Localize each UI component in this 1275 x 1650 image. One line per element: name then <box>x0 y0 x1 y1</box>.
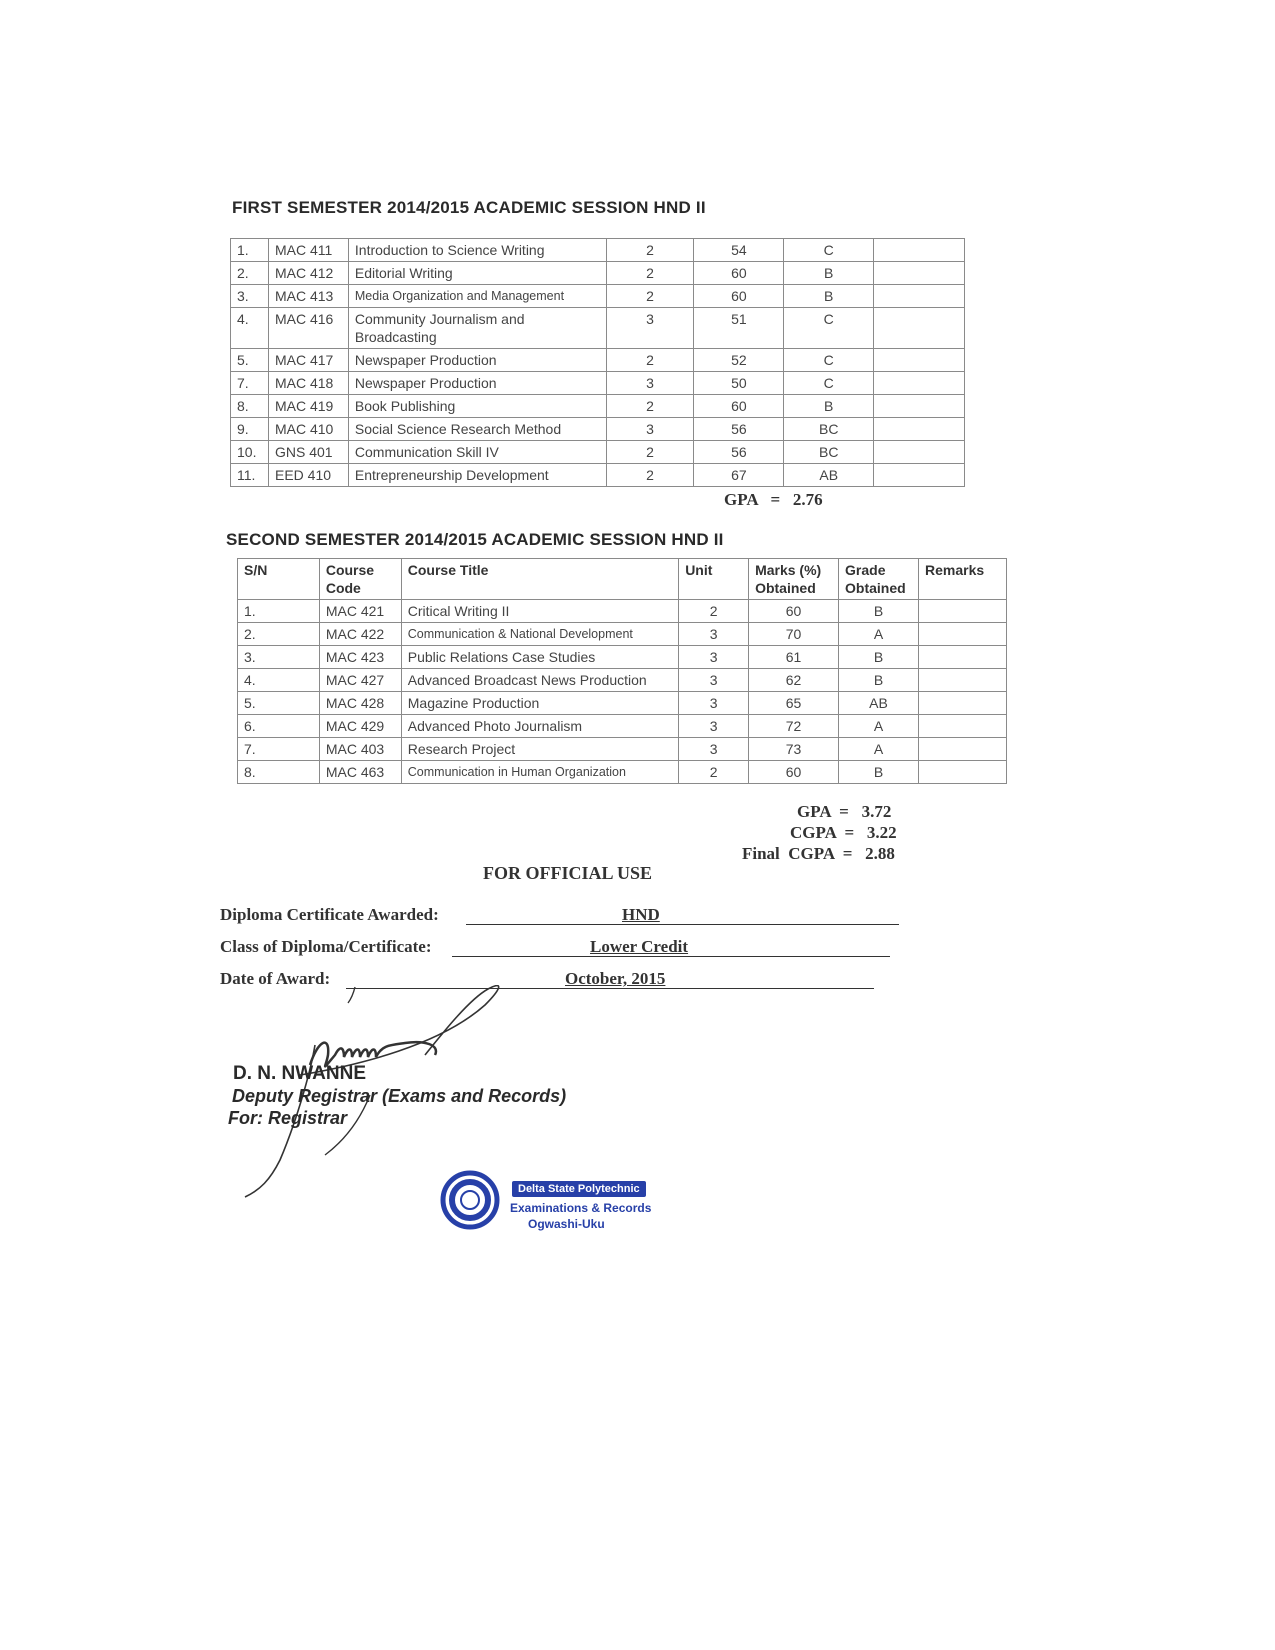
cell-marks: 51 <box>694 308 784 349</box>
cell-unit: 2 <box>606 262 694 285</box>
gpa-label: GPA <box>724 490 758 509</box>
diploma-label: Diploma Certificate Awarded: <box>220 905 439 924</box>
cell-sn: 9. <box>231 418 269 441</box>
cell-unit: 3 <box>679 738 749 761</box>
cell-code: MAC 410 <box>268 418 348 441</box>
cell-sn: 6. <box>238 715 320 738</box>
cell-grade: AB <box>784 464 874 487</box>
cell-code: MAC 427 <box>319 669 401 692</box>
header-title: Course Title <box>401 559 678 600</box>
cell-title: Advanced Photo Journalism <box>401 715 678 738</box>
cell-title: Communication & National Development <box>401 623 678 646</box>
cell-code: MAC 429 <box>319 715 401 738</box>
cell-remarks <box>918 761 1006 784</box>
cell-code: MAC 463 <box>319 761 401 784</box>
cell-unit: 3 <box>606 372 694 395</box>
cell-unit: 2 <box>606 349 694 372</box>
cell-title: Community Journalism and Broadcasting <box>348 308 606 349</box>
cell-unit: 2 <box>606 464 694 487</box>
cell-unit: 3 <box>679 692 749 715</box>
cell-remarks <box>874 464 965 487</box>
cell-marks: 70 <box>749 623 839 646</box>
table-row <box>231 285 965 308</box>
header-unit: Unit <box>679 559 749 600</box>
cell-title: Social Science Research Method <box>348 418 606 441</box>
cell-title: Critical Writing II <box>401 600 678 623</box>
header-grade: Grade Obtained <box>839 559 919 600</box>
cell-remarks <box>874 239 965 262</box>
table-row <box>231 308 965 349</box>
cell-code: MAC 423 <box>319 646 401 669</box>
header-code: Course Code <box>319 559 401 600</box>
table-row <box>231 464 965 487</box>
cell-code: MAC 418 <box>268 372 348 395</box>
cell-grade: C <box>784 349 874 372</box>
table-row <box>231 349 965 372</box>
cell-remarks <box>918 669 1006 692</box>
cell-marks: 60 <box>694 262 784 285</box>
cell-sn: 4. <box>238 669 320 692</box>
cell-grade: BC <box>784 441 874 464</box>
second-semester-cgpa: CGPA = 3.22 <box>790 823 897 842</box>
cell-marks: 60 <box>694 395 784 418</box>
cell-marks: 60 <box>749 600 839 623</box>
cell-marks: 56 <box>694 418 784 441</box>
cell-sn: 1. <box>231 239 269 262</box>
first-semester-title: FIRST SEMESTER 2014/2015 ACADEMIC SESSION HND II <box>232 198 706 217</box>
table-row <box>231 441 965 464</box>
second-semester-gpa: GPA = 3.72 <box>797 802 892 821</box>
cell-unit: 2 <box>679 600 749 623</box>
cell-code: MAC 422 <box>319 623 401 646</box>
stamp-department: Examinations & Records <box>510 1201 652 1215</box>
cell-sn: 3. <box>231 285 269 308</box>
cell-marks: 65 <box>749 692 839 715</box>
cell-code: MAC 416 <box>268 308 348 349</box>
table-row <box>238 761 1007 784</box>
stamp-institution: Delta State Polytechnic <box>512 1181 646 1197</box>
cell-code: EED 410 <box>268 464 348 487</box>
first-semester-table <box>230 238 965 487</box>
cell-sn: 5. <box>231 349 269 372</box>
cell-marks: 62 <box>749 669 839 692</box>
cell-remarks <box>918 715 1006 738</box>
cell-sn: 5. <box>238 692 320 715</box>
cell-code: MAC 417 <box>268 349 348 372</box>
polytechnic-seal-icon <box>440 1170 500 1230</box>
cell-code: MAC 412 <box>268 262 348 285</box>
cell-unit: 3 <box>606 308 694 349</box>
gpa-eq: = <box>770 490 781 509</box>
header-remarks: Remarks <box>918 559 1006 600</box>
cell-grade: C <box>784 308 874 349</box>
date-label: Date of Award: <box>220 969 331 988</box>
cell-sn: 8. <box>231 395 269 418</box>
cell-marks: 60 <box>749 761 839 784</box>
cell-unit: 2 <box>606 395 694 418</box>
header-sn: S/N <box>238 559 320 600</box>
cell-remarks <box>874 441 965 464</box>
cell-marks: 54 <box>694 239 784 262</box>
cell-remarks <box>918 692 1006 715</box>
cell-remarks <box>874 395 965 418</box>
cell-grade: B <box>839 646 919 669</box>
cell-sn: 7. <box>231 372 269 395</box>
cell-unit: 2 <box>606 441 694 464</box>
cell-unit: 3 <box>606 418 694 441</box>
cell-grade: BC <box>784 418 874 441</box>
cell-remarks <box>918 738 1006 761</box>
cell-title: Magazine Production <box>401 692 678 715</box>
cell-code: MAC 403 <box>319 738 401 761</box>
cell-sn: 1. <box>238 600 320 623</box>
cell-title: Research Project <box>401 738 678 761</box>
cell-code: MAC 421 <box>319 600 401 623</box>
table-row <box>238 738 1007 761</box>
diploma-value: HND <box>622 905 660 924</box>
diploma-underline <box>466 924 899 925</box>
cell-remarks <box>874 418 965 441</box>
cell-marks: 50 <box>694 372 784 395</box>
table-row <box>231 239 965 262</box>
cell-marks: 56 <box>694 441 784 464</box>
cell-remarks <box>874 285 965 308</box>
date-value: October, 2015 <box>565 969 666 988</box>
cell-marks: 61 <box>749 646 839 669</box>
cell-marks: 60 <box>694 285 784 308</box>
cell-remarks <box>918 646 1006 669</box>
cell-grade: B <box>784 395 874 418</box>
cell-title: Newspaper Production <box>348 349 606 372</box>
official-use-heading: FOR OFFICIAL USE <box>483 863 653 883</box>
class-value: Lower Credit <box>590 937 689 956</box>
cell-sn: 11. <box>231 464 269 487</box>
cell-unit: 2 <box>606 239 694 262</box>
cell-code: MAC 411 <box>268 239 348 262</box>
table-row <box>231 395 965 418</box>
cell-unit: 2 <box>679 761 749 784</box>
cell-grade: AB <box>839 692 919 715</box>
cell-code: GNS 401 <box>268 441 348 464</box>
cell-grade: B <box>784 285 874 308</box>
cell-unit: 3 <box>679 715 749 738</box>
cell-marks: 73 <box>749 738 839 761</box>
cell-sn: 3. <box>238 646 320 669</box>
cell-grade: B <box>839 761 919 784</box>
cell-code: MAC 419 <box>268 395 348 418</box>
cell-sn: 10. <box>231 441 269 464</box>
cell-grade: B <box>784 262 874 285</box>
cell-title: Entrepreneurship Development <box>348 464 606 487</box>
cell-unit: 2 <box>606 285 694 308</box>
cell-title: Communication Skill IV <box>348 441 606 464</box>
table-row <box>231 262 965 285</box>
cell-sn: 2. <box>238 623 320 646</box>
cell-remarks <box>918 600 1006 623</box>
cell-sn: 4. <box>231 308 269 349</box>
class-label: Class of Diploma/Certificate: <box>220 937 432 956</box>
second-semester-title: SECOND SEMESTER 2014/2015 ACADEMIC SESSION HND II <box>226 530 724 549</box>
cell-title: Introduction to Science Writing <box>348 239 606 262</box>
header-marks: Marks (%) Obtained <box>749 559 839 600</box>
cell-sn: 7. <box>238 738 320 761</box>
cell-remarks <box>874 308 965 349</box>
cell-grade: A <box>839 623 919 646</box>
cell-grade: B <box>839 669 919 692</box>
table-row <box>238 692 1007 715</box>
cell-title: Communication in Human Organization <box>401 761 678 784</box>
cell-code: MAC 428 <box>319 692 401 715</box>
cell-grade: B <box>839 600 919 623</box>
cell-grade: A <box>839 738 919 761</box>
table-row <box>238 646 1007 669</box>
cell-sn: 2. <box>231 262 269 285</box>
table-header-row <box>238 559 1007 600</box>
cell-unit: 3 <box>679 623 749 646</box>
second-semester-table <box>237 558 1007 784</box>
cell-remarks <box>874 349 965 372</box>
table-row <box>231 372 965 395</box>
cell-title: Advanced Broadcast News Production <box>401 669 678 692</box>
cell-remarks <box>918 623 1006 646</box>
cell-marks: 72 <box>749 715 839 738</box>
cell-marks: 67 <box>694 464 784 487</box>
cell-title: Book Publishing <box>348 395 606 418</box>
cell-title: Editorial Writing <box>348 262 606 285</box>
cell-grade: C <box>784 239 874 262</box>
signatory-name: D. N. NWANNE <box>233 1063 366 1084</box>
cell-code: MAC 413 <box>268 285 348 308</box>
cell-sn: 8. <box>238 761 320 784</box>
cell-title: Public Relations Case Studies <box>401 646 678 669</box>
cell-unit: 3 <box>679 646 749 669</box>
table-row <box>238 623 1007 646</box>
cell-remarks <box>874 372 965 395</box>
cell-marks: 52 <box>694 349 784 372</box>
table-row <box>238 600 1007 623</box>
cell-title: Newspaper Production <box>348 372 606 395</box>
cell-grade: C <box>784 372 874 395</box>
cell-unit: 3 <box>679 669 749 692</box>
cell-remarks <box>874 262 965 285</box>
table-row <box>238 715 1007 738</box>
signatory-for: For: Registrar <box>228 1108 348 1128</box>
first-semester-gpa <box>724 490 823 510</box>
final-cgpa: Final CGPA = 2.88 <box>742 844 895 863</box>
table-row <box>238 669 1007 692</box>
cell-grade: A <box>839 715 919 738</box>
signatory-role: Deputy Registrar (Exams and Records) <box>232 1086 567 1106</box>
stamp-location: Ogwashi-Uku <box>528 1217 605 1231</box>
cell-title: Media Organization and Management <box>348 285 606 308</box>
gpa-value: 2.76 <box>792 490 823 509</box>
table-row <box>231 418 965 441</box>
